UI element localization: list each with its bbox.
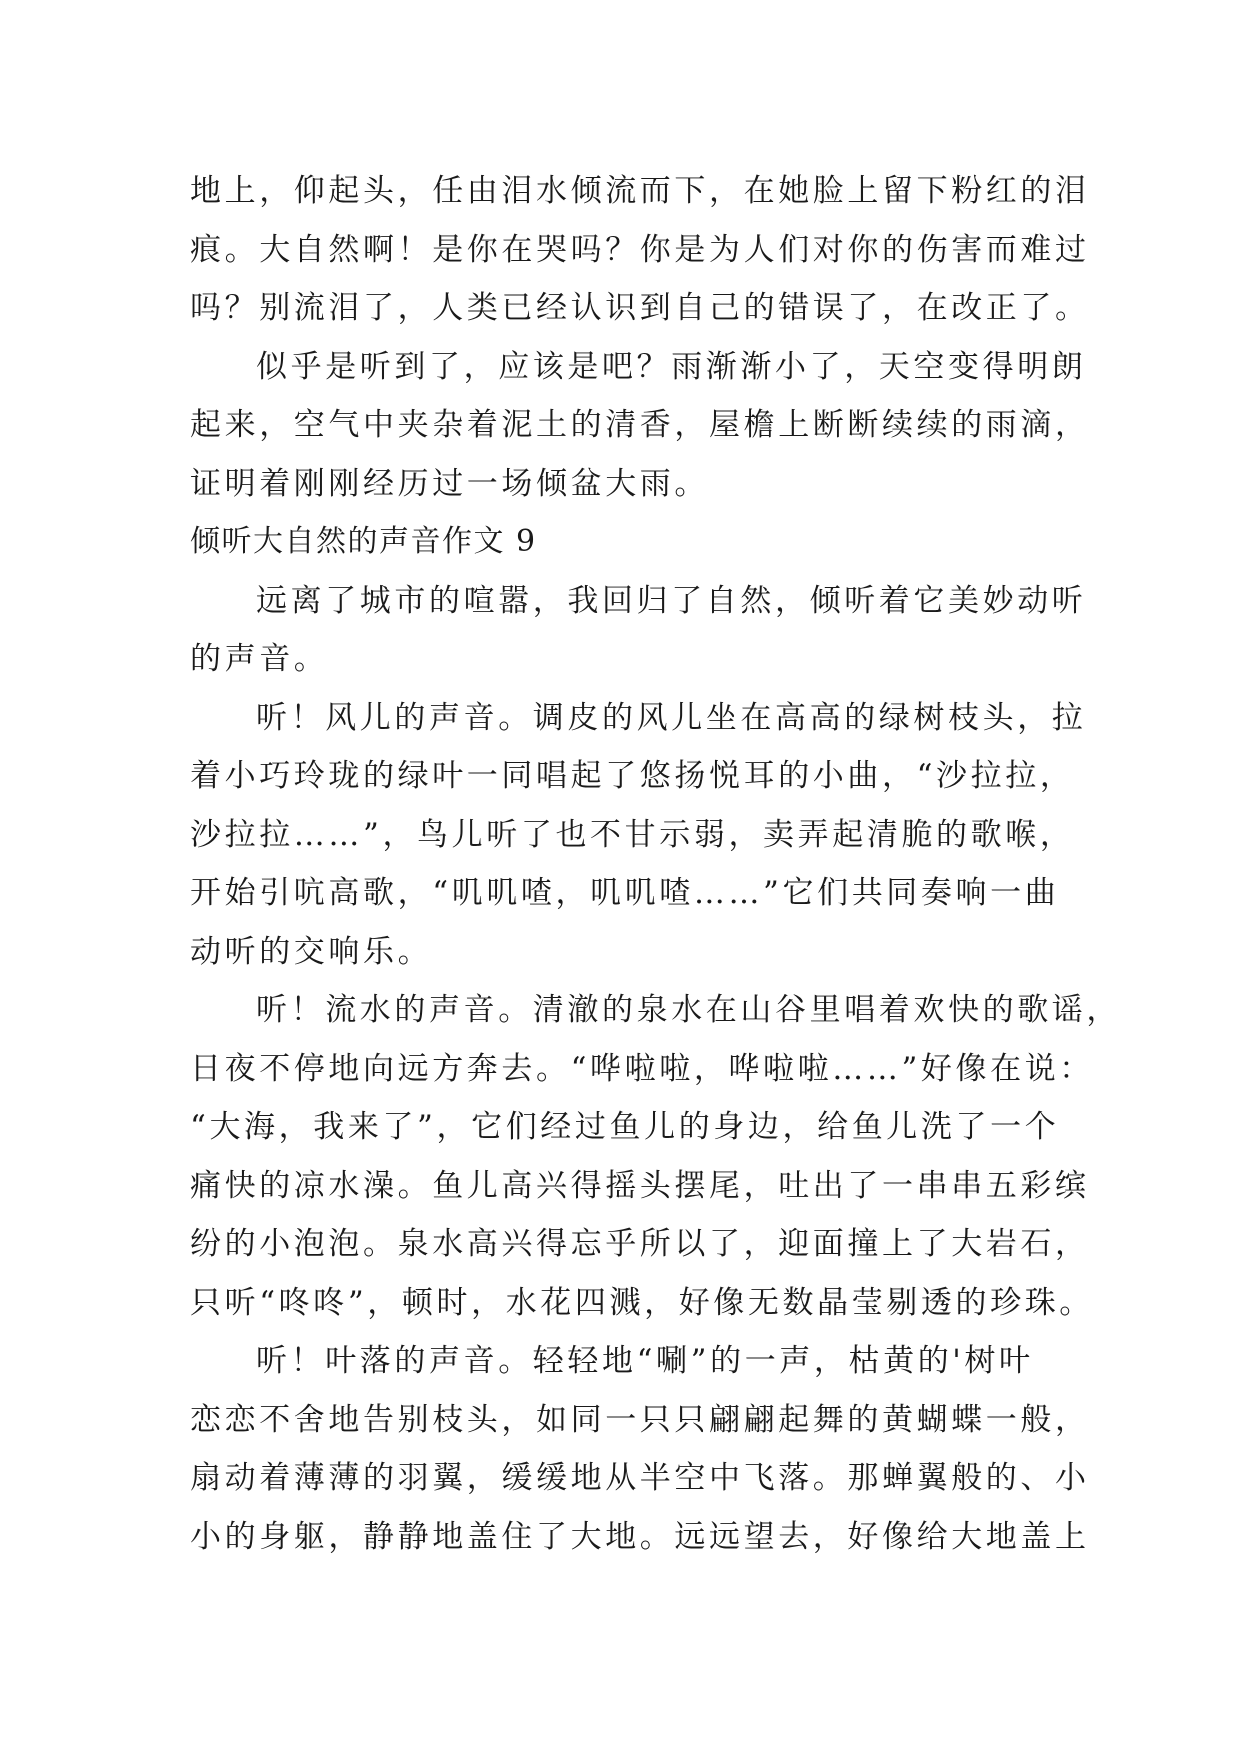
- section-heading: 倾听大自然的声音作文 9: [190, 524, 537, 559]
- text-line: 地上，仰起头，任由泪水倾流而下，在她脸上留下粉红的泪: [190, 173, 1090, 209]
- text-line: 似乎是听到了，应该是吧？雨渐渐小了，天空变得明朗: [256, 348, 1087, 385]
- text-line: 纷的小泡泡。泉水高兴得忘乎所以了，迎面撞上了大岩石，: [190, 1226, 1090, 1262]
- text-line: 痕。大自然啊！是你在哭吗？你是为人们对你的伤害而难过: [190, 231, 1090, 268]
- text-line: 听！流水的声音。清澈的泉水在山谷里唱着欢快的歌谣，: [256, 992, 1121, 1028]
- text-line: 证明着刚刚经历过一场倾盆大雨。: [190, 465, 709, 502]
- text-line: 远离了城市的喧嚣，我回归了自然，倾听着它美妙动听: [256, 582, 1087, 619]
- text-line: 着小巧玲珑的绿叶一同唱起了悠扬悦耳的小曲，“沙拉拉，: [190, 758, 1075, 794]
- text-line: 吗？别流泪了，人类已经认识到自己的错误了，在改正了。: [190, 290, 1090, 326]
- text-line: 的声音。: [190, 641, 329, 677]
- text-line: 扇动着薄薄的羽翼，缓缓地从半空中飞落。那蝉翼般的、小: [190, 1460, 1090, 1496]
- text-line: 起来，空气中夹杂着泥土的清香，屋檐上断断续续的雨滴，: [190, 407, 1090, 443]
- document-body: [190, 162, 1121, 1566]
- text-line: 动听的交响乐。: [190, 933, 433, 970]
- text-line: 恋恋不舍地告别枝头，如同一只只翩翩起舞的黄蝴蝶一般，: [190, 1401, 1090, 1438]
- text-line: 开始引吭高歌，“叽叽喳，叽叽喳……”它们共同奏响一曲: [190, 875, 1060, 911]
- text-line: 听！风儿的声音。调皮的风儿坐在高高的绿树枝头，拉: [256, 699, 1087, 736]
- text-line: 沙拉拉……”，鸟儿听了也不甘示弱，卖弄起清脆的歌喉，: [190, 816, 1075, 853]
- text-line: 只听“咚咚”，顿时，水花四溅，好像无数晶莹剔透的珍珠。: [190, 1284, 1094, 1321]
- text-line: 痛快的凉水澡。鱼儿高兴得摇头摆尾，吐出了一串串五彩缤: [190, 1167, 1090, 1204]
- text-line: 小的身躯，静静地盖住了大地。远远望去，好像给大地盖上: [190, 1518, 1090, 1555]
- text-line: 听！叶落的声音。轻轻地“唰”的一声，枯黄的'树叶: [256, 1343, 1034, 1379]
- text-line: 日夜不停地向远方奔去。“哗啦啦，哗啦啦……”好像在说：: [190, 1050, 1094, 1087]
- text-line: “大海，我来了”，它们经过鱼儿的身边，给鱼儿洗了一个: [190, 1109, 1060, 1145]
